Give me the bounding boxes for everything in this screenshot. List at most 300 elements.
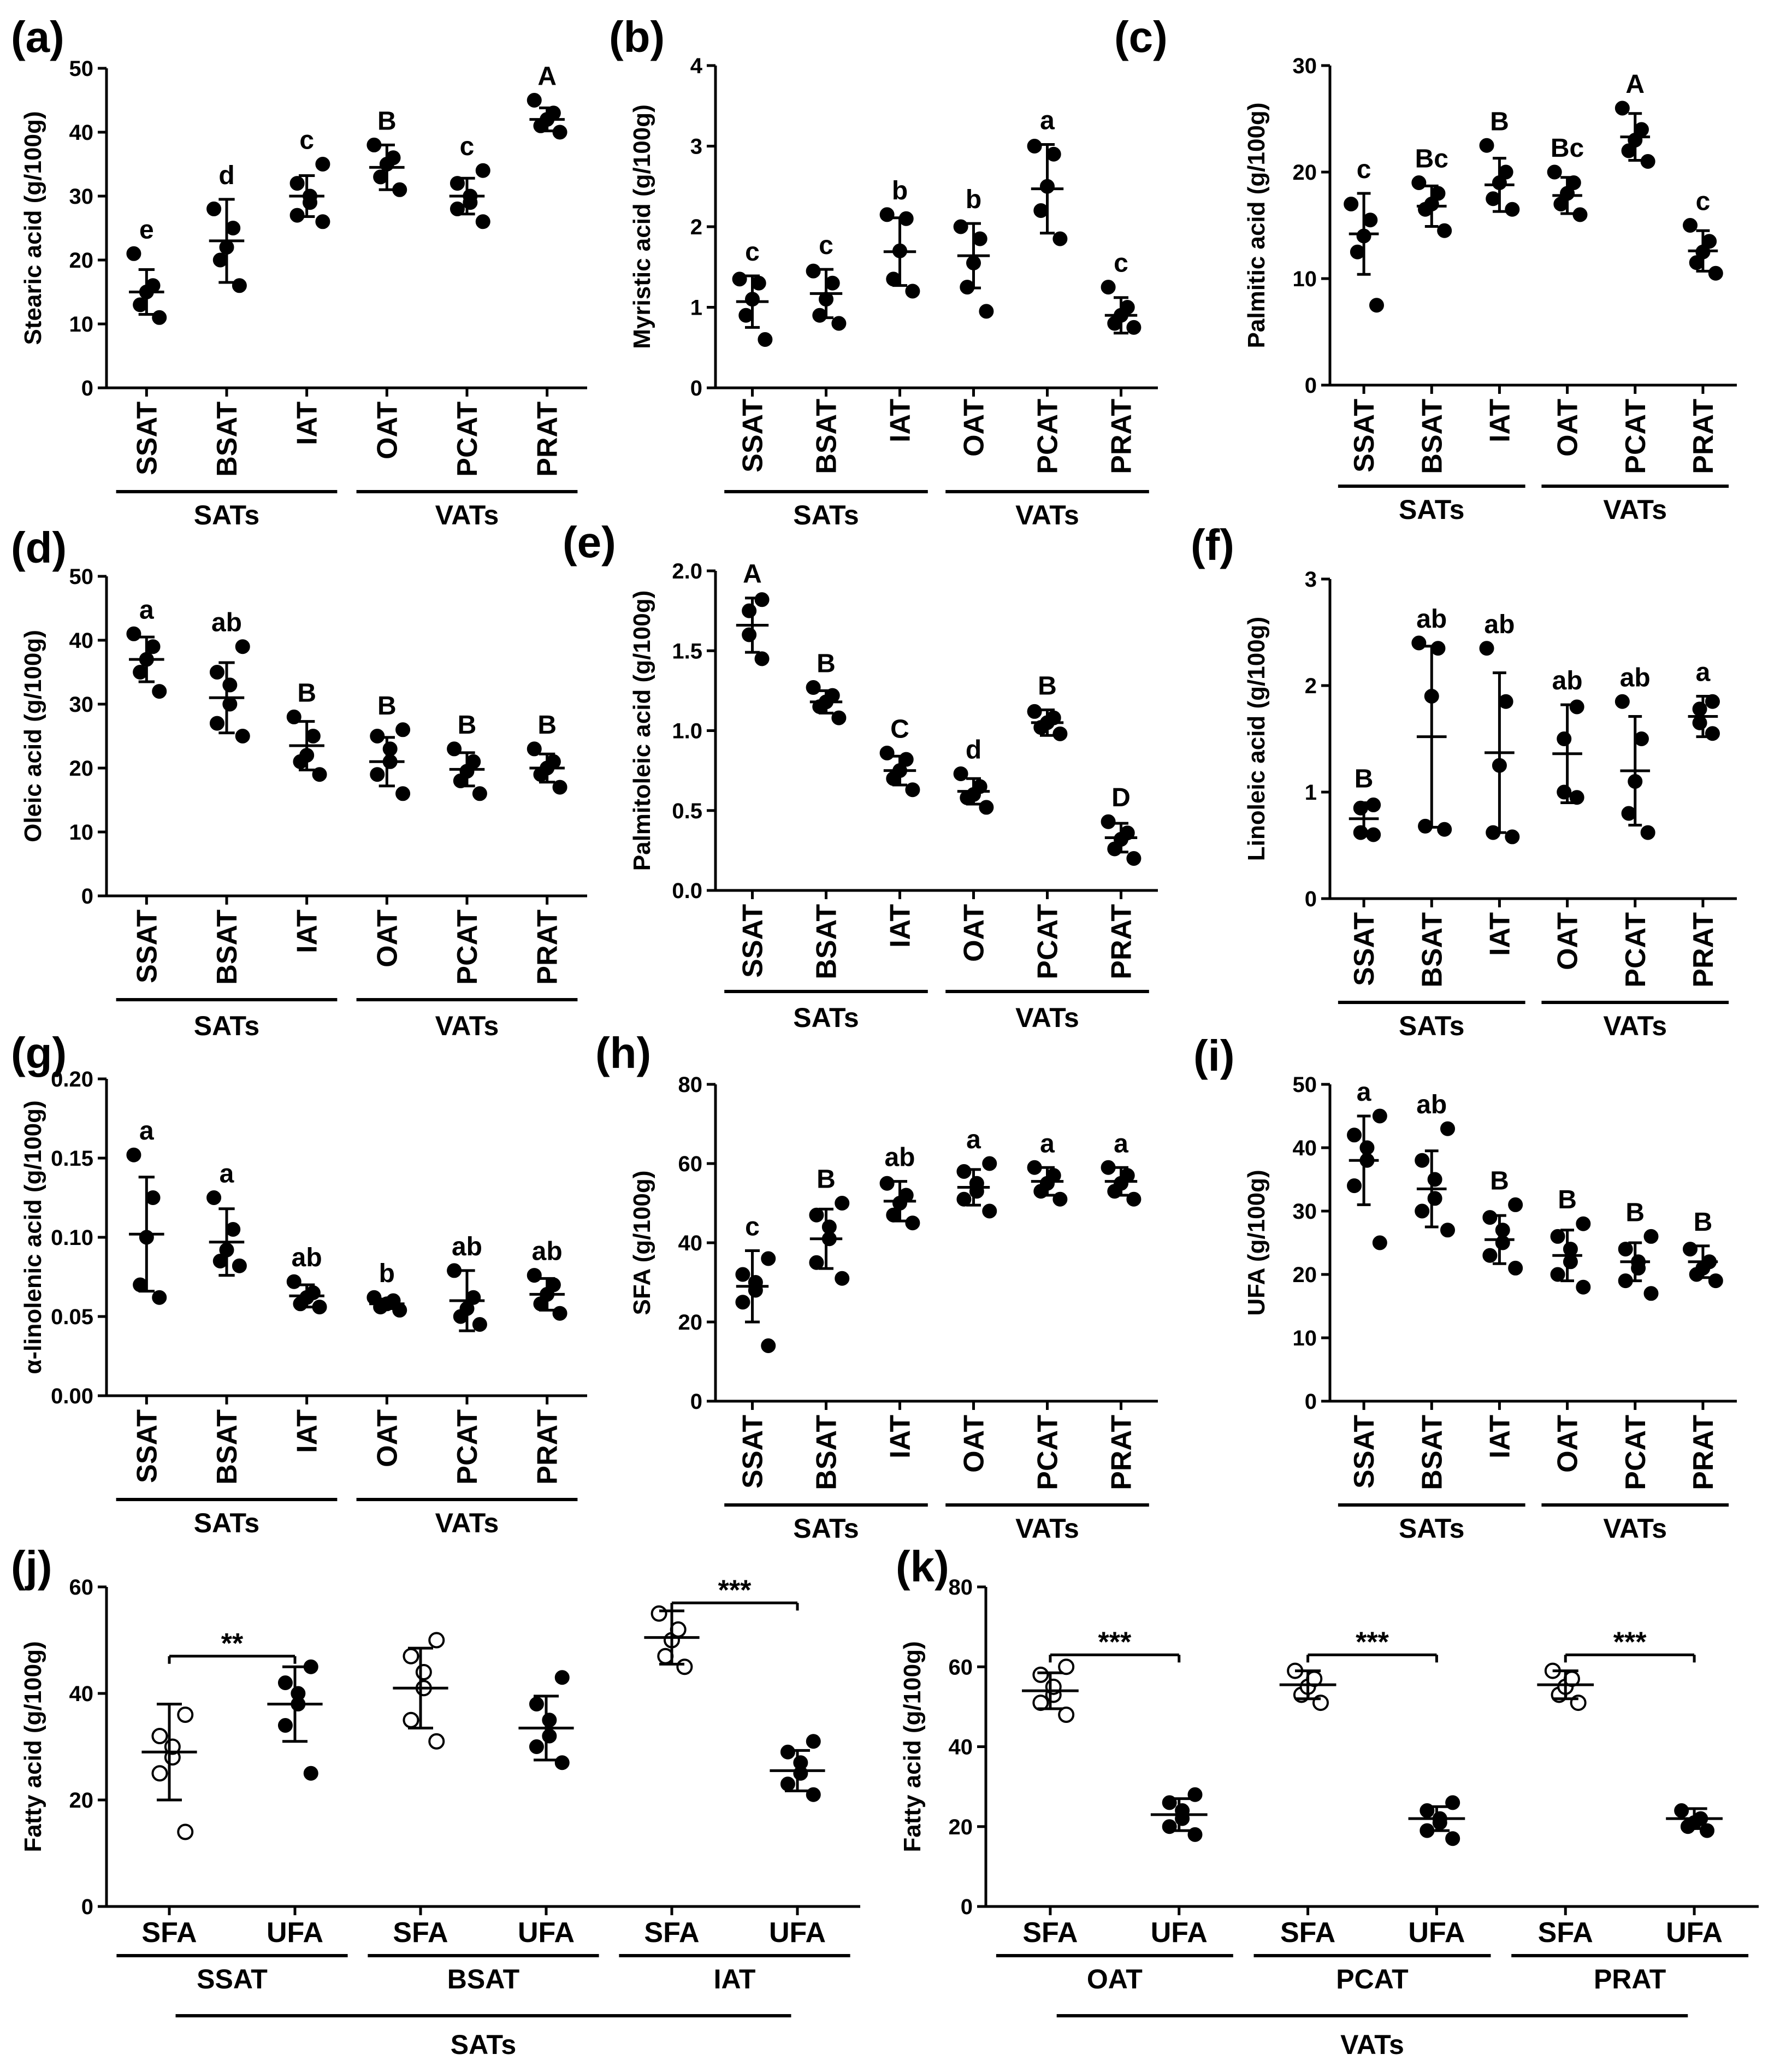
data-point: [806, 681, 820, 695]
group-label: VATs: [1015, 1513, 1079, 1544]
x-tick-label: PRAT: [1105, 904, 1138, 979]
x-tick-label: OAT: [958, 1415, 990, 1473]
data-point: [752, 276, 766, 290]
data-point: [466, 1290, 481, 1304]
x-tick-label: SSAT: [737, 1415, 769, 1489]
data-point: [1634, 122, 1648, 137]
data-point: [806, 1734, 820, 1749]
data-point: [671, 1622, 685, 1637]
significance-letter: ab: [1416, 1090, 1447, 1120]
significance-letter: a: [1040, 106, 1055, 135]
significance-letter: c: [1114, 249, 1128, 278]
x-tick-label: IAT: [1484, 1415, 1516, 1459]
y-axis-label: Palmitic acid (g/100g): [1243, 102, 1270, 349]
group-label: SATs: [1399, 1011, 1465, 1041]
x-tick-label: IAT: [884, 1415, 916, 1459]
panel-letter: (f): [1191, 521, 1234, 569]
y-axis-label: UFA (g/100g): [1243, 1170, 1270, 1316]
y-tick-label: 0.00: [51, 1384, 93, 1408]
data-point: [1428, 1191, 1442, 1206]
data-point: [1495, 1223, 1510, 1237]
data-point: [1644, 1286, 1658, 1301]
x-tick-label: BSAT: [211, 1409, 243, 1485]
data-point: [906, 284, 920, 298]
x-tick-label: UFA: [1408, 1917, 1465, 1949]
data-point: [1641, 825, 1655, 840]
y-axis-label: SFA (g/100g): [629, 1170, 655, 1315]
data-point: [146, 279, 160, 293]
x-tick-label: PRAT: [1687, 912, 1719, 988]
data-point: [210, 716, 224, 730]
data-point: [1570, 700, 1584, 714]
significance-letter: B: [1490, 1166, 1509, 1196]
x-tick-label: BSAT: [1416, 912, 1448, 988]
data-point: [542, 1729, 557, 1743]
data-point: [1441, 1223, 1455, 1237]
y-tick-label: 0.5: [672, 799, 702, 823]
y-tick-label: 20: [69, 249, 93, 273]
subgroup-label: PCAT: [1336, 1964, 1409, 1994]
data-point: [832, 316, 846, 330]
significance-stars: ***: [718, 1574, 752, 1607]
y-tick-label: 40: [69, 629, 93, 653]
x-tick-label: OAT: [1552, 1415, 1584, 1473]
data-point: [542, 1713, 557, 1727]
data-point: [1446, 1832, 1460, 1846]
x-tick-label: PCAT: [452, 910, 483, 985]
x-tick-label: OAT: [1552, 399, 1584, 457]
significance-stars: ***: [1613, 1626, 1647, 1658]
panel-letter: (e): [563, 518, 616, 566]
data-point: [178, 1825, 192, 1839]
data-point: [813, 308, 827, 322]
significance-letter: Bc: [1550, 134, 1584, 163]
panel-letter: (k): [896, 1542, 949, 1591]
group-label: SATs: [193, 1508, 260, 1538]
data-point: [152, 1766, 167, 1780]
data-point: [957, 1165, 971, 1179]
x-tick-label: BSAT: [811, 1415, 843, 1490]
y-tick-label: 40: [1292, 1136, 1317, 1160]
data-point: [1034, 204, 1048, 218]
data-point: [152, 1729, 167, 1743]
significance-letter: b: [891, 176, 908, 205]
data-point: [555, 1670, 569, 1685]
y-tick-label: 60: [678, 1152, 702, 1176]
data-point: [226, 1223, 240, 1237]
x-tick-label: OAT: [1552, 912, 1584, 970]
significance-letter: ab: [1619, 663, 1651, 693]
y-tick-label: 1: [1304, 781, 1317, 805]
data-point: [658, 1649, 672, 1663]
data-point: [1634, 732, 1648, 746]
y-tick-label: 20: [1292, 1263, 1317, 1287]
x-tick-label: PRAT: [1105, 399, 1138, 474]
x-tick-label: IAT: [884, 904, 916, 948]
significance-letter: c: [1356, 155, 1371, 184]
y-tick-label: 20: [948, 1815, 973, 1839]
significance-letter: b: [378, 1259, 395, 1289]
significance-letter: B: [1558, 1185, 1577, 1215]
y-tick-label: 0: [690, 1390, 702, 1414]
y-tick-label: 3: [690, 134, 702, 159]
data-point: [553, 1306, 567, 1320]
y-tick-label: 50: [69, 565, 93, 589]
x-tick-label: UFA: [1150, 1917, 1208, 1949]
data-point: [1046, 147, 1061, 161]
data-point: [1576, 1280, 1590, 1294]
data-point: [1708, 266, 1723, 280]
data-point: [396, 723, 410, 737]
data-point: [739, 308, 753, 322]
y-axis-label: Stearic acid (g/100g): [20, 111, 46, 345]
y-tick-label: 10: [1292, 267, 1317, 291]
x-tick-label: IAT: [291, 1409, 323, 1453]
significance-letter: ab: [451, 1232, 483, 1261]
panel-letter: (h): [595, 1029, 652, 1077]
data-point: [178, 1708, 192, 1722]
data-point: [677, 1660, 691, 1674]
data-point: [304, 1766, 318, 1780]
data-point: [1573, 208, 1587, 222]
x-tick-label: SSAT: [1349, 399, 1381, 473]
data-point: [835, 1271, 849, 1285]
y-tick-label: 2: [1304, 674, 1317, 698]
panel-d: [11, 523, 587, 1041]
data-point: [1101, 814, 1115, 829]
data-point: [1353, 825, 1368, 840]
data-point: [780, 1777, 795, 1791]
data-point: [1415, 1153, 1429, 1167]
significance-letter: ab: [1552, 666, 1583, 696]
data-point: [226, 221, 240, 235]
data-point: [1499, 694, 1513, 709]
data-point: [527, 1268, 541, 1283]
y-tick-label: 0: [1304, 887, 1317, 911]
data-point: [1505, 202, 1519, 216]
panel-c: [1114, 13, 1737, 525]
significance-letter: B: [377, 691, 397, 721]
significance-letter: ab: [1484, 610, 1515, 639]
significance-letter: a: [139, 595, 154, 625]
data-point: [152, 310, 167, 324]
y-tick-label: 0.10: [51, 1226, 93, 1250]
x-tick-label: SFA: [1537, 1917, 1593, 1949]
significance-letter: a: [1695, 658, 1711, 687]
y-axis-label: α-linolenic acid (g/100g): [20, 1100, 46, 1374]
data-point: [1483, 1248, 1497, 1262]
data-point: [1053, 727, 1067, 741]
data-point: [1363, 213, 1377, 227]
x-tick-label: SSAT: [1349, 912, 1381, 986]
data-point: [652, 1607, 666, 1621]
data-point: [954, 766, 968, 781]
x-tick-label: OAT: [371, 1409, 404, 1467]
data-point: [758, 333, 772, 347]
y-tick-label: 40: [948, 1735, 973, 1760]
data-point: [1480, 641, 1494, 656]
significance-letter: c: [819, 231, 833, 261]
group-label: SATs: [1399, 494, 1465, 525]
data-point: [133, 665, 147, 680]
y-tick-label: 0: [81, 376, 93, 400]
data-point: [1369, 298, 1383, 312]
significance-letter: B: [1625, 1198, 1645, 1227]
data-point: [374, 170, 388, 184]
data-point: [223, 697, 237, 711]
group-label: SATs: [193, 1011, 260, 1041]
data-point: [1557, 732, 1571, 746]
y-tick-label: 60: [948, 1655, 973, 1680]
data-point: [1373, 1236, 1387, 1250]
data-point: [742, 628, 756, 642]
data-point: [1360, 1141, 1374, 1155]
data-point: [152, 684, 167, 699]
data-point: [979, 304, 993, 318]
significance-letter: e: [139, 215, 154, 245]
y-axis-label: Oleic acid (g/100g): [20, 630, 46, 842]
data-point: [1027, 1160, 1042, 1174]
x-tick-label: SSAT: [737, 399, 769, 473]
y-axis-label: Fatty acid (g/100g): [20, 1641, 46, 1852]
panel-j: [11, 1542, 860, 2060]
x-tick-label: IAT: [291, 910, 323, 953]
data-point: [235, 729, 250, 743]
data-point: [370, 768, 385, 782]
significance-letter: D: [1111, 783, 1131, 813]
x-tick-label: SFA: [393, 1917, 448, 1949]
y-tick-label: 30: [1292, 54, 1317, 78]
data-point: [1412, 176, 1426, 190]
data-point: [1101, 1160, 1115, 1174]
subgroup-label: PRAT: [1593, 1964, 1666, 1994]
data-point: [546, 754, 560, 769]
x-tick-label: PCAT: [452, 402, 483, 477]
group-label: VATs: [1340, 2029, 1404, 2060]
data-point: [529, 1697, 543, 1711]
x-tick-label: OAT: [371, 910, 404, 967]
significance-letter: B: [817, 649, 836, 678]
data-point: [287, 1274, 301, 1289]
data-point: [1120, 300, 1134, 315]
data-point: [1693, 716, 1707, 730]
y-tick-label: 10: [69, 820, 93, 845]
data-point: [1547, 165, 1562, 179]
significance-letter: B: [297, 678, 317, 708]
data-point: [1350, 245, 1364, 259]
data-point: [1675, 1804, 1689, 1818]
significance-letter: C: [890, 715, 909, 744]
y-tick-label: 0: [1304, 1390, 1317, 1414]
significance-letter: ab: [884, 1143, 915, 1172]
data-point: [1431, 641, 1445, 656]
data-point: [127, 246, 141, 261]
data-point: [306, 1286, 320, 1300]
data-point: [1344, 197, 1358, 211]
subgroup-label: OAT: [1086, 1964, 1143, 1994]
data-point: [983, 1204, 997, 1218]
data-point: [213, 253, 227, 267]
x-tick-label: OAT: [958, 399, 990, 457]
data-point: [207, 202, 221, 216]
x-tick-label: UFA: [267, 1917, 323, 1949]
group-label: VATs: [1015, 500, 1079, 530]
significance-letter: ab: [1416, 605, 1447, 634]
x-tick-label: PCAT: [1619, 399, 1652, 474]
x-tick-label: BSAT: [811, 399, 843, 474]
x-tick-label: IAT: [884, 399, 916, 442]
significance-letter: c: [299, 126, 315, 155]
significance-letter: A: [1625, 70, 1645, 99]
data-point: [1101, 280, 1115, 294]
data-point: [466, 754, 481, 769]
y-tick-label: 0.20: [51, 1067, 93, 1091]
x-tick-label: UFA: [1666, 1917, 1723, 1949]
x-tick-label: OAT: [958, 904, 990, 962]
significance-letter: d: [218, 161, 235, 190]
significance-letter: B: [537, 710, 557, 740]
x-tick-label: PCAT: [1619, 912, 1652, 988]
data-point: [127, 627, 141, 641]
data-point: [1641, 155, 1655, 169]
x-tick-label: IAT: [1484, 912, 1516, 956]
data-point: [1033, 1668, 1048, 1682]
x-tick-label: PRAT: [531, 910, 564, 985]
x-tick-label: SFA: [141, 1917, 197, 1949]
data-point: [1499, 165, 1513, 179]
x-tick-label: BSAT: [211, 402, 243, 477]
data-point: [780, 1745, 795, 1759]
significance-letter: c: [1695, 187, 1711, 216]
y-tick-label: 40: [69, 121, 93, 145]
significance-letter: ab: [211, 608, 243, 637]
data-point: [316, 215, 330, 229]
data-point: [396, 787, 410, 801]
y-tick-label: 60: [69, 1575, 93, 1599]
data-point: [1412, 636, 1426, 650]
group-label: SATs: [450, 2029, 517, 2060]
data-point: [755, 652, 769, 666]
group-label: VATs: [435, 500, 499, 530]
data-point: [979, 800, 993, 814]
y-axis-label: Linoleic acid (g/100g): [1243, 616, 1270, 861]
data-point: [291, 1686, 305, 1701]
panel-letter: (j): [11, 1542, 52, 1591]
data-point: [1053, 1192, 1067, 1206]
data-point: [555, 1756, 569, 1770]
data-point: [973, 232, 987, 246]
data-point: [899, 752, 913, 766]
y-tick-label: 10: [1292, 1326, 1317, 1350]
y-tick-label: 3: [1304, 568, 1317, 592]
x-tick-label: SSAT: [131, 1409, 163, 1483]
data-point: [1441, 1121, 1455, 1136]
x-tick-label: PCAT: [1032, 904, 1064, 979]
data-point: [1127, 852, 1141, 866]
group-label: SATs: [793, 500, 859, 530]
y-tick-label: 0: [1304, 374, 1317, 398]
y-tick-label: 0: [690, 376, 702, 400]
group-label: VATs: [435, 1011, 499, 1041]
x-tick-label: PRAT: [1687, 1415, 1719, 1490]
y-tick-label: 1.5: [672, 639, 702, 664]
y-tick-label: 0: [81, 884, 93, 908]
data-point: [207, 1191, 221, 1205]
significance-letter: B: [817, 1165, 836, 1194]
x-tick-label: OAT: [371, 402, 404, 459]
x-tick-label: BSAT: [211, 910, 243, 985]
y-tick-label: 20: [69, 1788, 93, 1813]
data-point: [1428, 1172, 1442, 1186]
x-tick-label: SFA: [1280, 1917, 1336, 1949]
significance-letter: Bc: [1415, 144, 1448, 174]
data-point: [825, 276, 839, 290]
panel-i: [1193, 1031, 1737, 1544]
data-point: [383, 742, 397, 756]
significance-letter: a: [1040, 1129, 1055, 1159]
data-point: [1683, 219, 1698, 233]
x-tick-label: PRAT: [1687, 399, 1719, 474]
y-tick-label: 0: [960, 1895, 973, 1919]
subgroup-label: BSAT: [447, 1964, 520, 1994]
panel-letter: (a): [11, 13, 64, 61]
data-point: [1347, 1128, 1362, 1142]
data-point: [1483, 1211, 1497, 1225]
significance-letter: c: [745, 237, 760, 267]
group-label: VATs: [1603, 1513, 1667, 1544]
group-label: VATs: [435, 1508, 499, 1538]
data-point: [429, 1734, 443, 1749]
data-point: [232, 1259, 246, 1273]
panel-b: [609, 13, 1158, 530]
y-tick-label: 4: [690, 54, 702, 78]
data-point: [316, 157, 330, 172]
data-point: [1557, 785, 1571, 799]
significance-letter: ab: [531, 1237, 563, 1266]
y-tick-label: 80: [678, 1073, 702, 1097]
panel-letter: (g): [11, 1029, 67, 1077]
y-tick-label: 20: [1292, 161, 1317, 185]
significance-letter: ab: [291, 1243, 322, 1273]
x-tick-label: BSAT: [1416, 1415, 1448, 1490]
panel-letter: (d): [11, 523, 67, 572]
significance-letter: B: [1490, 107, 1509, 137]
data-point: [806, 264, 820, 278]
y-tick-label: 0.0: [672, 879, 702, 903]
y-tick-label: 1.0: [672, 719, 702, 743]
data-point: [1576, 1217, 1590, 1231]
data-point: [404, 1649, 418, 1663]
significance-letter: a: [139, 1117, 154, 1146]
significance-letter: A: [537, 62, 557, 91]
y-axis-label: Fatty acid (g/100g): [899, 1641, 926, 1852]
data-point: [880, 208, 894, 222]
data-point: [529, 1740, 543, 1754]
panel-letter: (i): [1193, 1031, 1235, 1080]
data-point: [1644, 1229, 1658, 1243]
y-tick-label: 30: [69, 185, 93, 209]
data-point: [954, 220, 968, 234]
panel-a: [11, 13, 587, 530]
data-point: [146, 1191, 160, 1205]
significance-letter: a: [1114, 1129, 1128, 1159]
y-tick-label: 30: [1292, 1200, 1317, 1224]
significance-letter: a: [966, 1125, 981, 1154]
data-point: [736, 1295, 750, 1309]
data-point: [794, 1756, 808, 1770]
data-point: [1415, 1204, 1429, 1218]
y-axis-label: Myristic acid (g/100g): [629, 104, 655, 349]
